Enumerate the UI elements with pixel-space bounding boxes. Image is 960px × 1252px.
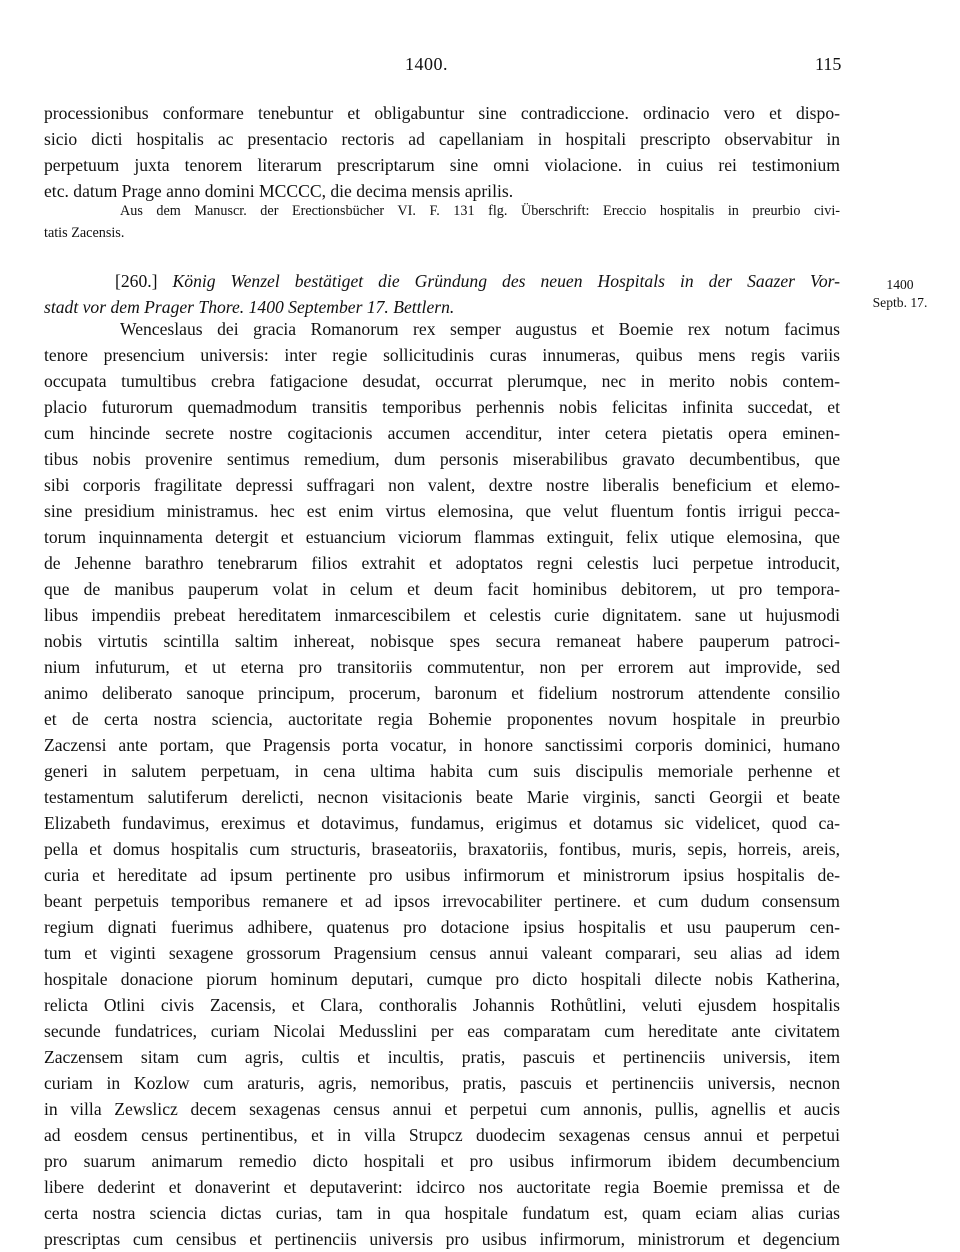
text-line: nium infuturum, et ut eterna pro transitoriis commutentur, non per errorem aut improvide, sed [44,657,840,677]
page-number: 115 [815,54,842,74]
text-line: testamentum salutiferum derelicti, necnon visitacionis beate Marie virginis, sancti Georgii et beate [44,787,840,807]
text-line: curiam in Kozlow cum araturis, agris, nemoribus, pratis, pascuis et pertinenciis universis, necnon [44,1073,840,1093]
heading-line-2: stadt vor dem Prager Thore. 1400 September 17. Bettlern. [44,297,455,317]
text-line: tum et viginti sexagene grossorum Pragensium census annui valeant comparari, seu alias ad idem [44,943,840,963]
text-line: Wenceslaus dei gracia Romanorum rex semper augustus et Boemie rex notum facimus [120,319,840,339]
text-line: tibus nobis provenire sentimus remedium, dum personis miserabilibus gravato decumbentibus, que [44,449,840,469]
text-line: beant perpetuis temporibus remanere et ad ipsos irrevocabiliter pertinere. et cum dudum consensum [44,891,840,911]
text-line: et de certa nostra sciencia, auctoritate regia Bohemie proponentes novum hospitale in preurbio [44,709,840,729]
text-line: sine presidium ministramus. hec est enim virtus elemosina, que velut fluentum fontis irrigui pecca- [44,501,840,521]
text-line: animo deliberato sanoque principum, procerum, baronum et fidelium nostrorum attendente consilio [44,683,840,703]
text-line: Zaczensi ante portam, que Pragensis porta vocatur, in honore sanctissimi corporis dominici, humano [44,735,840,755]
text-line: sicio dicti hospitalis ac presentacio rectoris ad capellaniam in hospitali prescripto observabitur in [44,129,840,149]
text-line: prescriptas cum censibus et pertinenciis universis pro usibus infirmorum, ministrorum et degencium [44,1229,840,1249]
text-line: generi in salutem perpetuam, in cena ultima habita cum suis discipulis memoriale perhenne et [44,761,840,781]
text-line: in villa Zewslicz decem sexagenas census annui et perpetui cum annonis, pullis, agnellis et aucis [44,1099,840,1119]
text-line: relicta Otlini civis Zacensis, et Clara, conthoralis Johannis Rothůtlini, veluti ejusdem hospitalis [44,995,840,1015]
text-line: curia et hereditate ad ipsum pertinente pro usibus infirmorum et ministrorum ipsius hospitalis de- [44,865,840,885]
document-heading [44,268,840,320]
text-line: certa nostra sciencia dictas curias, tam in qua hospitale fundatum est, quam eciam alias curias [44,1203,840,1223]
source-note-line: Aus dem Manuscr. der Erectionsbücher VI. F. 131 flg. Überschrift: Ereccio hospitalis in preurbio civi- [120,203,840,219]
document-number: [260.] [115,271,158,291]
text-line: regium dignati fuerimus adhibere, quatenus pro dotacione ipsius hospitalis et usu pauperum cen- [44,917,840,937]
text-line: Elizabeth fundavimus, ereximus et dotavimus, fundamus, erigimus et dotamus sic videlicet, quod ca- [44,813,840,833]
source-note [44,200,840,244]
text-line: hospitale donacione piorum hominum deputari, cumque pro dicto hospitali dilecte nobis Katherina, [44,969,840,989]
text-line: Zaczensem sitam cum agris, cultis et incultis, pratis, pascuis et pertinenciis universis, item [44,1047,840,1067]
text-line: de Jehenne barathro tenebrarum filios extrahit et adoptatos regni celestis luci perpetue introducit, [44,553,840,573]
margin-date: Septb. 17. [872,295,928,310]
margin-year: 1400 [886,277,914,292]
text-line: nobis virtutis scintilla saltim inhereat, nobisque spes secura remaneat habere pauperum patroci- [44,631,840,651]
text-line: libere dederint et donaverint et deputaverint: idcirco nos auctoritate regia Boemie premissa et de [44,1177,840,1197]
heading-title-text: König Wenzel bestätiget die Gründung des neuen Hospitals in der Saazer Vor- [172,271,840,291]
heading-line-1 [44,268,840,294]
text-line: libus impendiis prebeat hereditatem inmarcescibilem et celestis curie dignitatem. sane ut hujusmodi [44,605,840,625]
text-line: ad eosdem census pertinentibus, et in villa Strupcz duodecim sexagenas census annui et perpetui [44,1125,840,1145]
text-line: tenore presencium universis: inter regie sollicitudinis curas innumeras, quibus mens regis variis [44,345,840,365]
charter-text [44,316,840,1252]
source-note-line: tatis Zacensis. [44,225,125,241]
opening-paragraph [44,100,840,204]
text-line: pro suarum animarum remedio dicto hospitali et pro usibus infirmorum ibidem decumbencium [44,1151,840,1171]
running-header-year: 1400. [405,54,448,74]
margin-date-note [850,276,950,312]
text-line: pella et domus hospitalis cum structuris, braseatoriis, braxatoriis, fontibus, muris, sepis, horreis, areis, [44,839,840,859]
text-line: occupata tumultibus crebra fatigacione desudat, occurrat plerumque, nec in merito nobis contem- [44,371,840,391]
text-line: placio futurorum quemadmodum transitis temporibus perhennis nobis felicitas infinita succedat, et [44,397,840,417]
text-line: cum hincinde secrete nostre cogitacionis accumen accenditur, inter cetera pietatis opera eminen- [44,423,840,443]
text-line: etc. datum Prage anno domini MCCCC, die decima mensis aprilis. [44,181,514,201]
text-line: secunde fundatrices, curiam Nicolai Medusslini per eas comparatam cum hereditate ante civitatem [44,1021,840,1041]
text-line: sibi corporis fragilitate depressi suffragari non valent, dextre nostre liberalis beneficium et elemo- [44,475,840,495]
text-line: perpetuum juxta tenorem literarum prescriptarum sine omni violacione. in cuius rei testimonium [44,155,840,175]
text-line: que de manibus pauperum volat in celum et deum facit hominibus debitorem, ut pro tempora- [44,579,840,599]
text-line: torum inquinnamenta detergit et estuancium viciorum flammas extinguit, felix utique elemosina, que [44,527,840,547]
text-line: processionibus conformare tenebuntur et obligabuntur sine contradiccione. ordinacio vero et dispo- [44,103,840,123]
